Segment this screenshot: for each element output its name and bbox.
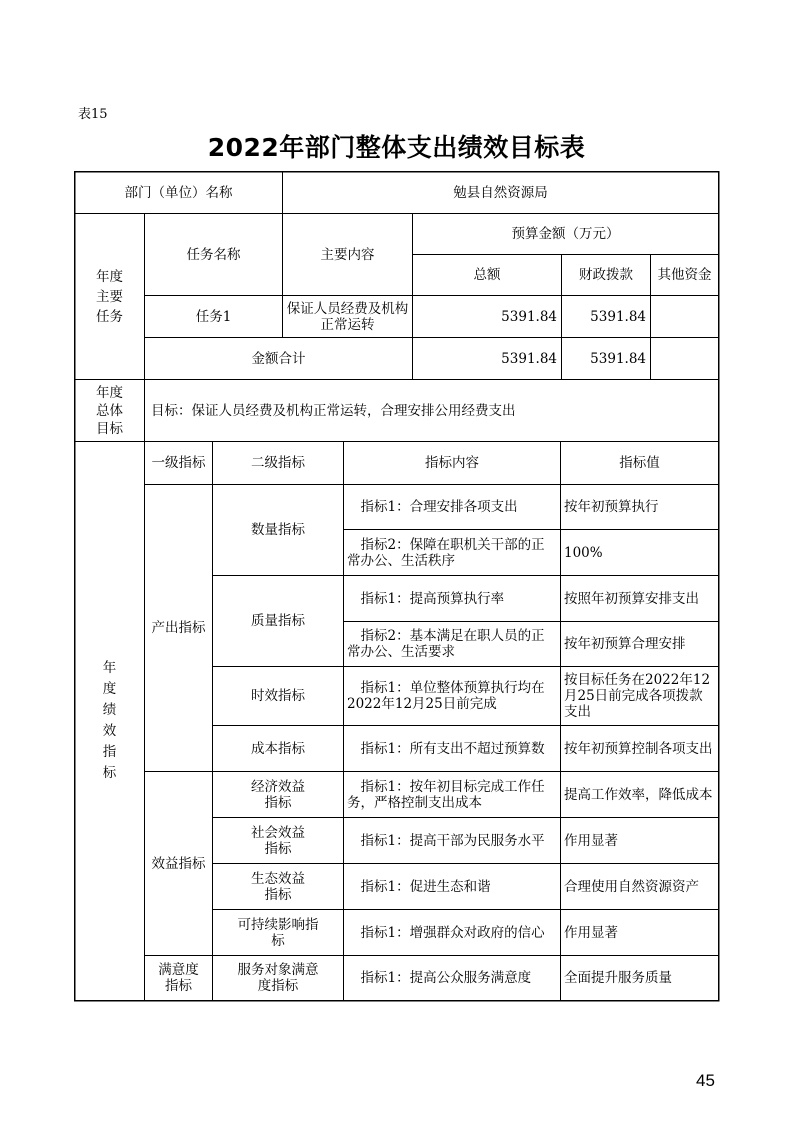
col-budget: 预算金额（万元） (511, 226, 620, 242)
col-level1: 一级指标 (151, 455, 206, 471)
task-content: 保证人员经费及机构正常运转 (286, 300, 409, 333)
col-task-name: 任务名称 (186, 246, 241, 263)
cost-i1-content: 指标1：所有支出不超过预算数 (347, 740, 545, 757)
col-content: 指标内容 (425, 455, 479, 471)
economic-i1-content: 指标1：按年初目标完成工作任务，严格控制支出成本 (347, 778, 545, 811)
economic-i1-value: 提高工作效率，降低成本 (564, 786, 713, 803)
sum-other (651, 338, 718, 379)
timeliness-i1-value: 按目标任务在2022年12月25日前完成各项拨款支出 (564, 672, 711, 720)
ecological-i1-content: 指标1：促进生态和谐 (347, 878, 491, 895)
col-fiscal: 财政拨款 (579, 267, 633, 283)
task-name: 任务1 (195, 308, 232, 325)
page-number: 45 (696, 1071, 715, 1090)
quality-indicator-label: 质量指标 (251, 613, 305, 629)
indicators-label: 年 度 绩 效 指 标 (102, 660, 117, 781)
dept-label: 部门（单位）名称 (124, 184, 233, 201)
table-label: 表15 (78, 107, 108, 122)
service-i1-value: 全面提升服务质量 (564, 970, 672, 986)
sustainable-i1-content: 指标1：增强群众对政府的信心 (347, 924, 545, 941)
output-indicator-label: 产出指标 (151, 620, 206, 636)
sustainable-indicator-label: 可持续影响指标 (237, 916, 319, 949)
annual-tasks-label: 年度 主要 任务 (96, 268, 123, 325)
sum-label: 金额合计 (251, 350, 306, 367)
timeliness-indicator-label: 时效指标 (251, 688, 305, 704)
quantity-i2-content: 指标2：保障在职机关干部的正常办公、生活秩序 (347, 536, 545, 569)
col-value: 指标值 (619, 455, 660, 471)
task-total: 5391.84 (501, 308, 557, 325)
annual-goal-label: 年度 总体 目标 (96, 384, 123, 437)
quality-i1-content: 指标1：提高预算执行率 (347, 590, 505, 607)
quality-i2-content: 指标2：基本满足在职人员的正常办公、生活要求 (347, 628, 545, 660)
quantity-indicator-label: 数量指标 (251, 522, 305, 538)
sustainable-i1-value: 作用显著 (564, 924, 618, 941)
quality-i1-value: 按照年初预算安排支出 (564, 590, 699, 607)
satisfaction-indicator-label: 满意度指标 (158, 962, 199, 994)
economic-indicator-label: 经济效益指标 (251, 778, 305, 811)
ecological-indicator-label: 生态效益指标 (251, 870, 305, 903)
quantity-i1-value: 按年初预算执行 (564, 499, 659, 515)
page-title: 2022年部门整体支出绩效目标表 (207, 133, 586, 162)
social-indicator-label: 社会效益指标 (251, 824, 305, 857)
social-i1-content: 指标1：提高干部为民服务水平 (347, 832, 545, 849)
col-other: 其他资金 (657, 267, 712, 283)
dept-value: 勉县自然资源局 (453, 184, 548, 201)
quantity-i2-value: 100% (564, 544, 603, 561)
timeliness-i1-content: 指标1：单位整体预算执行均在2022年12月25日前完成 (347, 680, 545, 712)
service-i1-content: 指标1：提高公众服务满意度 (347, 970, 532, 986)
benefit-indicator-label: 效益指标 (151, 855, 206, 872)
quality-i2-value: 按年初预算合理安排 (564, 636, 686, 652)
annual-goal-text: 目标：保证人员经费及机构正常运转，合理安排公用经费支出 (151, 402, 516, 419)
col-level2: 二级指标 (251, 455, 305, 471)
sum-total: 5391.84 (501, 350, 557, 367)
cost-indicator-label: 成本指标 (251, 740, 305, 757)
sum-fiscal: 5391.84 (590, 350, 646, 367)
task-fiscal: 5391.84 (590, 308, 646, 325)
ecological-i1-value: 合理使用自然资源资产 (564, 878, 699, 895)
quantity-i1-content: 指标1：合理安排各项支出 (347, 499, 518, 515)
social-i1-value: 作用显著 (564, 832, 618, 849)
cost-i1-value: 按年初预算控制各项支出 (564, 740, 713, 757)
col-main-content: 主要内容 (320, 246, 375, 263)
service-satisfaction-label: 服务对象满意度指标 (237, 962, 319, 994)
task-other (651, 296, 718, 337)
col-total: 总额 (473, 267, 501, 283)
